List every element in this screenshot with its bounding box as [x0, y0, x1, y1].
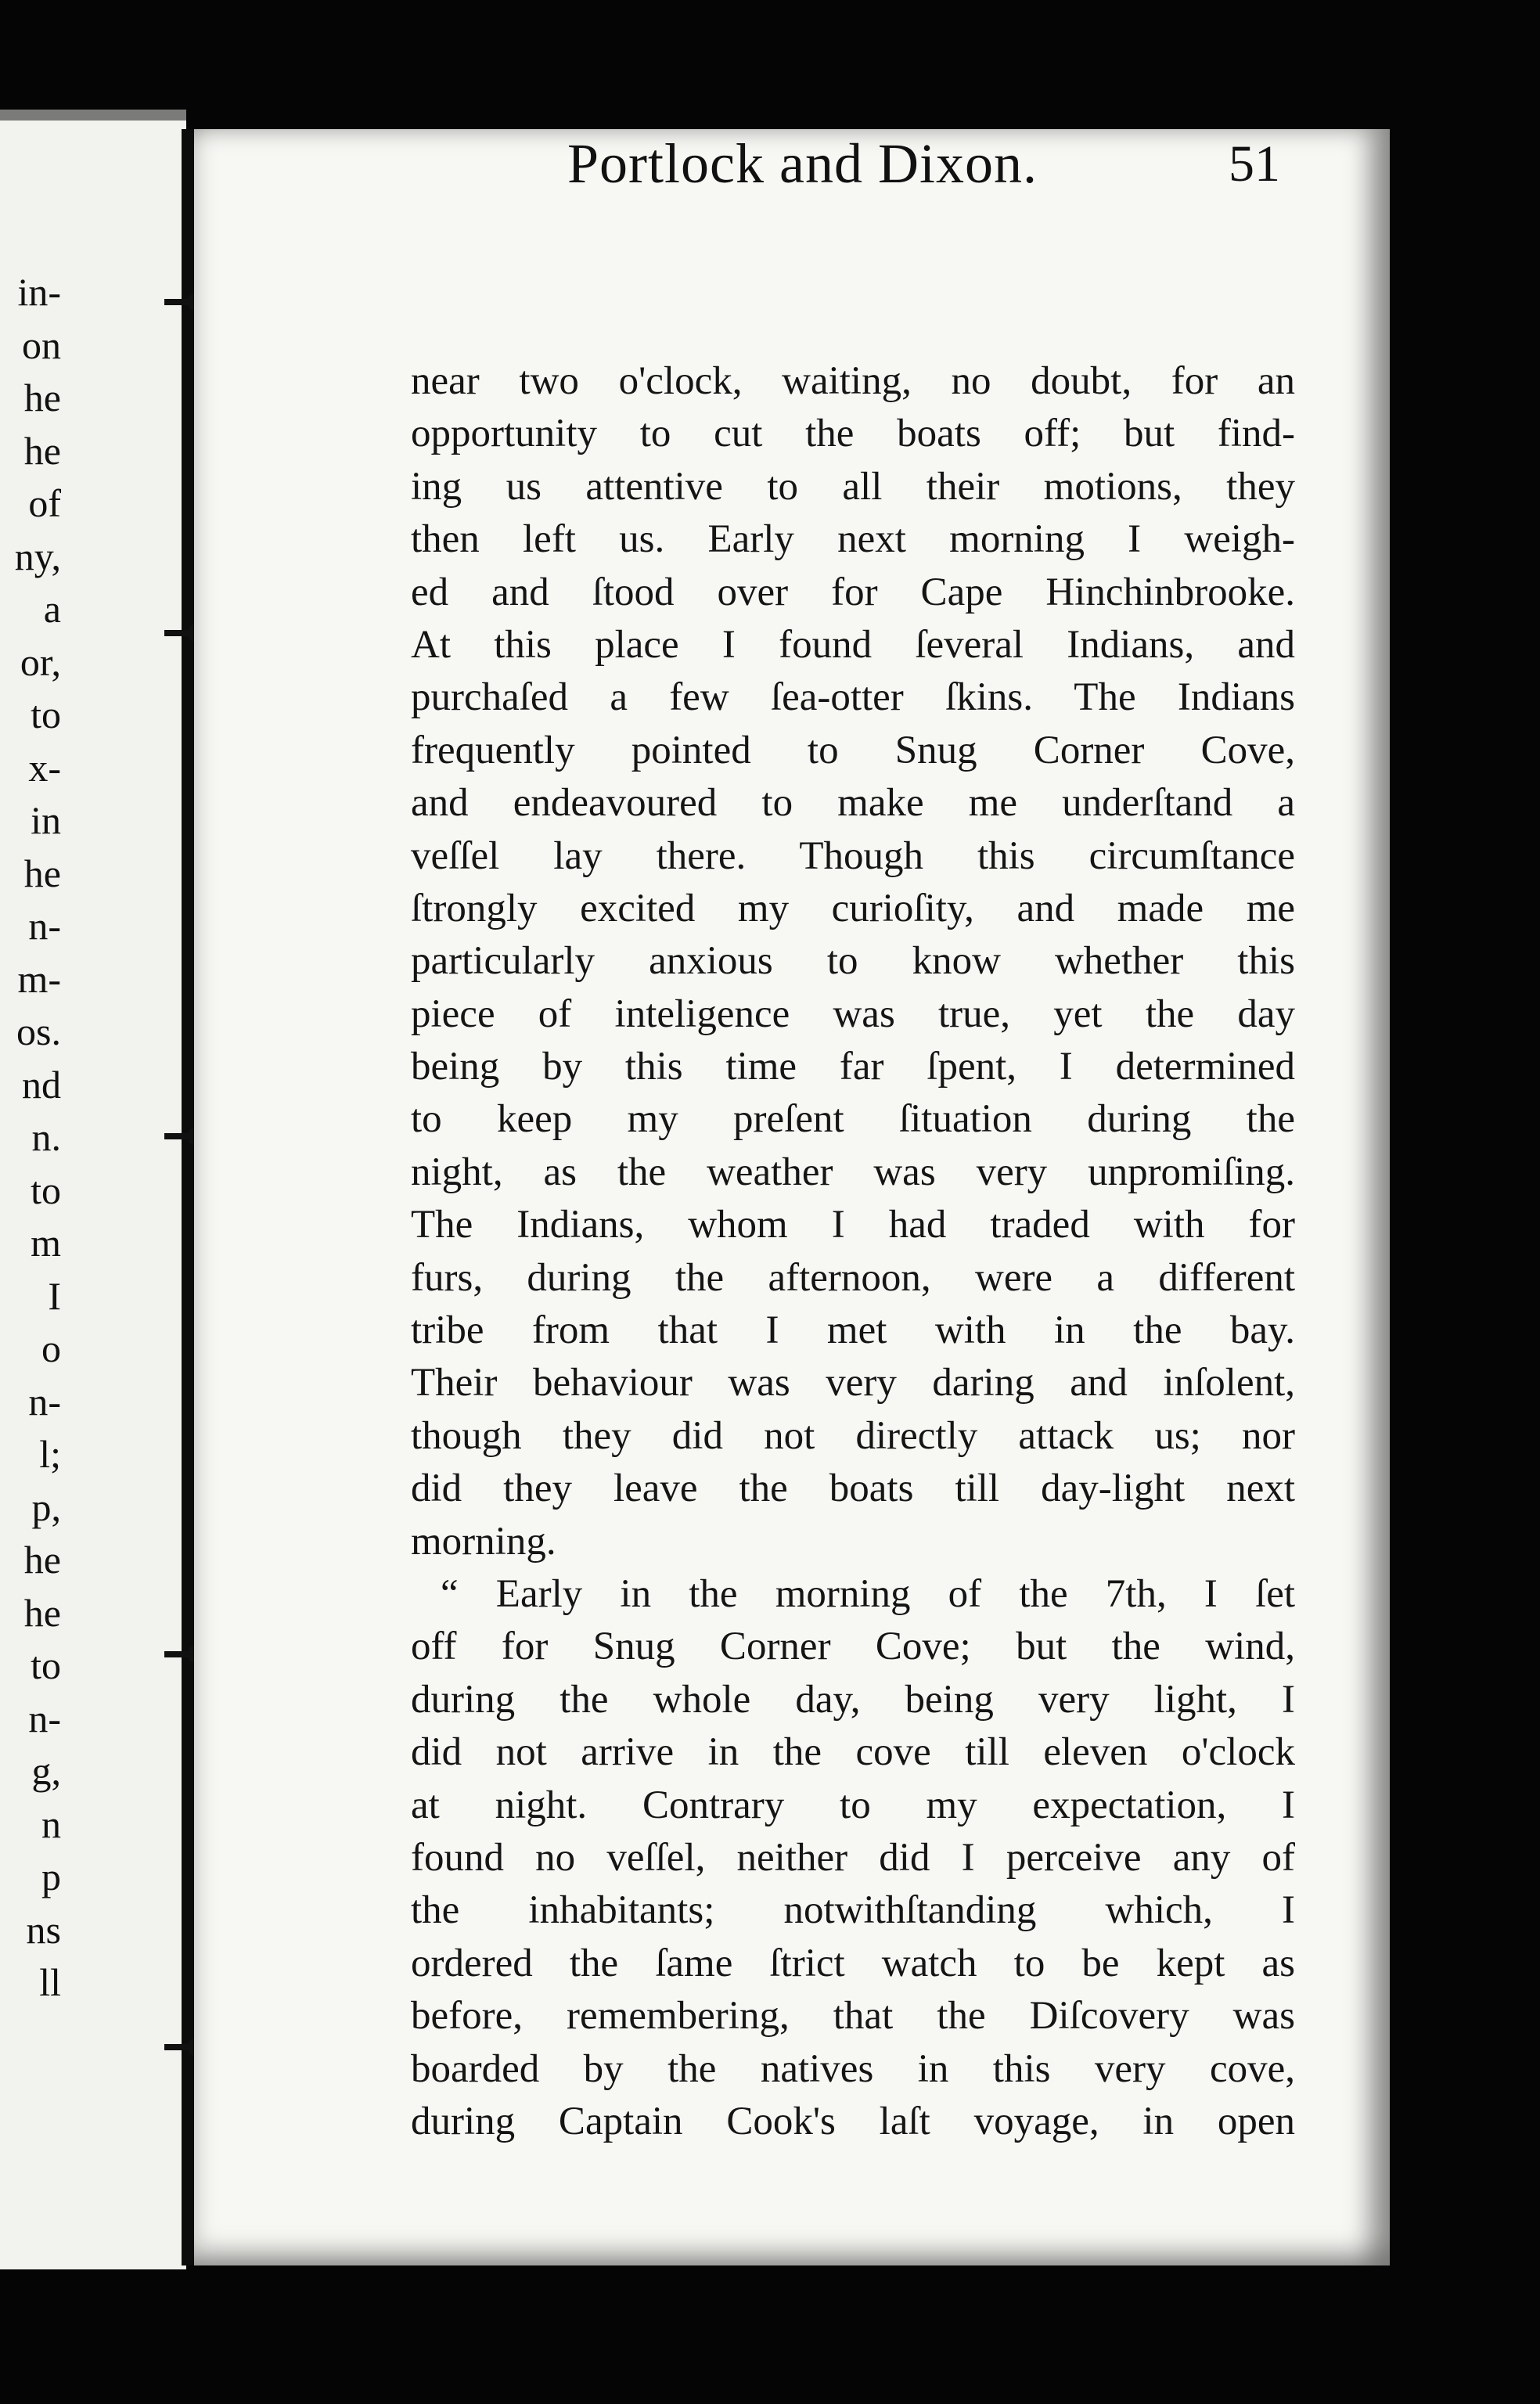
book-spine — [182, 129, 194, 2265]
text-line: “ Early in the morning of the 7th, I ſet — [441, 1571, 1295, 1616]
text-line: purchaſed a few ſea-otter ſkins. The Indians — [411, 675, 1295, 720]
left-page-fragment: to — [31, 1168, 61, 1212]
text-line: furs, during the afternoon, were a different — [411, 1255, 1295, 1300]
text-line: piece of inteligence was true, yet the day — [411, 991, 1295, 1036]
left-page-fragment: ns — [26, 1907, 61, 1952]
left-page-fragment: n- — [28, 904, 61, 948]
text-line: ed and ſtood over for Cape Hinchinbrooke. — [411, 570, 1295, 614]
page-number: 51 — [1229, 135, 1280, 193]
left-page-fragment: on — [22, 322, 61, 367]
text-line: did they leave the boats till day-light next — [411, 1467, 1295, 1511]
text-line: tribe from that I met with in the bay. — [411, 1308, 1295, 1353]
left-page-fragment: p — [41, 1855, 61, 1898]
text-line: during Captain Cook's laſt voyage, in open — [411, 2099, 1295, 2143]
left-page-strip — [0, 110, 186, 2269]
text-line: to keep my preſent ſituation during the — [411, 1097, 1295, 1142]
left-page-fragment: l; — [39, 1432, 61, 1476]
text-line: the inhabitants; notwithſtanding which, I — [411, 1888, 1295, 1933]
text-line: did not arrive in the cove till eleven o'clock — [411, 1730, 1295, 1775]
left-page-fragment: m- — [17, 956, 61, 1001]
text-line: before, remembering, that the Diſcovery was — [411, 1994, 1295, 2039]
text-line: ordered the ſame ſtrict watch to be kept as — [411, 1941, 1295, 1985]
left-page-fragment: o — [41, 1326, 61, 1370]
text-line: ſtrongly excited my curioſity, and made me — [411, 886, 1295, 930]
left-page-fragment: to — [31, 693, 61, 736]
left-page-fragment: he — [23, 428, 61, 473]
text-line: Their behaviour was very daring and inſolent, — [411, 1361, 1295, 1405]
text-line: The Indians, whom I had traded with for — [411, 1203, 1295, 1247]
text-line: off for Snug Corner Cove; but the wind, — [411, 1625, 1295, 1669]
left-page-fragment: m — [31, 1221, 61, 1265]
left-page-fragment: to — [31, 1643, 61, 1687]
left-page-fragment: x- — [28, 745, 61, 790]
text-line: boarded by the natives in this very cove, — [411, 2046, 1295, 2091]
left-page-fragment: n- — [28, 1696, 61, 1740]
text-line: at night. Contrary to my expectation, I — [411, 1783, 1295, 1827]
body-text — [411, 355, 1295, 2148]
text-line: ing us attentive to all their motions, they — [411, 464, 1295, 509]
text-line: night, as the weather was very unpromiſing. — [411, 1150, 1295, 1194]
left-page-fragment: of — [28, 481, 61, 525]
left-page-fragment: n. — [31, 1115, 61, 1159]
left-page-fragment: ny, — [14, 534, 61, 578]
text-line: found no veſſel, neither did I perceive any of — [411, 1835, 1295, 1880]
text-line: near two o'clock, waiting, no doubt, for an — [411, 359, 1295, 403]
text-line: and endeavoured to make me underſtand a — [411, 781, 1295, 826]
text-line: opportunity to cut the boats off; but find- — [411, 412, 1295, 456]
text-line: though they did not directly attack us; nor — [411, 1413, 1295, 1458]
left-page-text-fragments — [0, 266, 186, 2010]
left-page-fragment: I — [48, 1273, 61, 1318]
text-line: At this place I found ſeveral Indians, and — [411, 622, 1295, 667]
left-page-fragment: in- — [17, 270, 61, 314]
left-page-fragment: a — [43, 587, 61, 631]
left-page-fragment: p, — [31, 1485, 61, 1529]
left-page-fragment: g, — [31, 1749, 61, 1793]
text-line: morning. — [411, 1519, 556, 1564]
left-page-fragment: or, — [20, 639, 61, 684]
text-line: being by this time far ſpent, I determined — [411, 1045, 1295, 1089]
left-page-fragment: n — [41, 1801, 61, 1846]
left-page-fragment: he — [23, 1538, 61, 1582]
text-line: frequently pointed to Snug Corner Cove, — [411, 728, 1295, 772]
left-page-fragment: he — [23, 851, 61, 895]
left-page-fragment: os. — [16, 1009, 61, 1053]
text-line: particularly anxious to know whether this — [411, 939, 1295, 984]
text-line: during the whole day, being very light, I — [411, 1677, 1295, 1722]
left-page-fragment: ll — [39, 1960, 61, 2004]
left-page-fragment: he — [23, 1590, 61, 1635]
running-header — [368, 131, 1307, 202]
text-line: then left us. Early next morning I weigh- — [411, 517, 1295, 562]
left-page-fragment: in — [31, 798, 61, 842]
text-line: veſſel lay there. Though this circumſtance — [411, 833, 1295, 878]
left-page-fragment: nd — [22, 1062, 61, 1107]
running-title: Portlock and Dixon. — [567, 132, 1038, 195]
page-edge-shadow — [0, 110, 186, 121]
left-page-fragment: n- — [28, 1379, 61, 1423]
left-page-fragment: he — [23, 376, 61, 419]
